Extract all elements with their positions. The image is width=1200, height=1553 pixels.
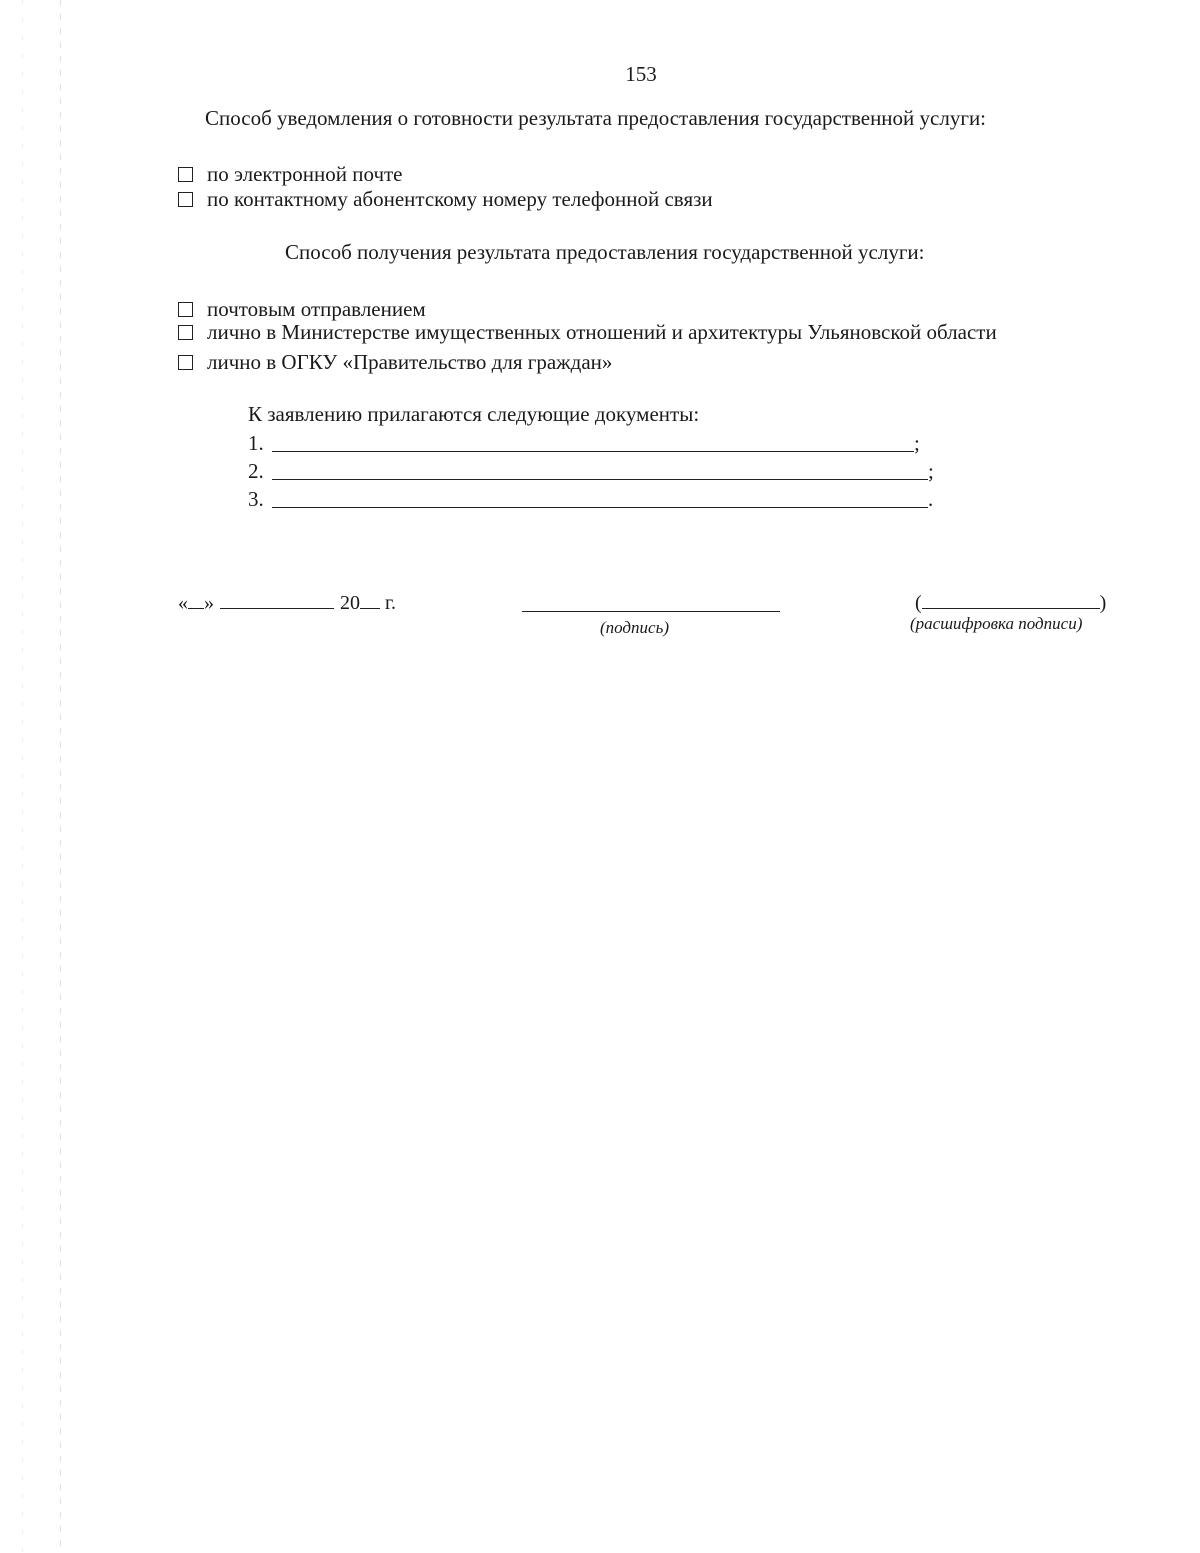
signature-caption: (подпись) [600, 618, 669, 637]
day-blank[interactable] [188, 592, 204, 609]
year-suffix: г. [385, 592, 396, 614]
option-ministry-label: лично в Министерстве имущественных отношений и архитектуры Ульяновской области [207, 320, 997, 344]
notification-method-title: Способ уведомления о готовности результата предоставления государственной услуги: [205, 106, 987, 130]
year-blank[interactable] [360, 592, 380, 609]
attachments-heading: К заявлению прилагаются следующие документы: [248, 402, 700, 426]
attachment-line [248, 487, 933, 512]
option-ogku[interactable] [178, 350, 612, 375]
signature-decode-caption: (расшифровка подписи) [910, 614, 1083, 633]
signature-line[interactable] [522, 611, 780, 612]
option-email[interactable] [178, 162, 403, 187]
option-email-label: по электронной почте [207, 162, 403, 186]
year-prefix: 20 [340, 592, 360, 614]
date-field [178, 592, 396, 615]
decode-paren-open: ( [915, 592, 922, 614]
option-phone-label: по контактному абонентскому номеру телефонной связи [207, 187, 713, 211]
receipt-method-title: Способ получения результата предоставления государственной услуги: [285, 240, 925, 264]
scan-edge-outer [22, 0, 23, 1553]
attachment-end-mark: ; [928, 459, 934, 483]
checkbox-phone[interactable] [178, 192, 193, 207]
decode-blank[interactable] [922, 592, 1100, 609]
date-quote-open: « [178, 592, 188, 614]
attachment-blank-field[interactable] [272, 489, 928, 508]
date-quote-close: » [204, 592, 214, 614]
attachment-blank-field[interactable] [272, 433, 914, 452]
option-post-label: почтовым отправлением [207, 297, 426, 321]
checkbox-ministry[interactable] [178, 325, 193, 340]
attachment-number: 2. [248, 459, 264, 483]
option-ogku-label: лично в ОГКУ «Правительство для граждан» [207, 350, 613, 374]
attachment-end-mark: ; [914, 431, 920, 455]
checkbox-ogku[interactable] [178, 355, 193, 370]
decode-paren-close: ) [1099, 592, 1107, 614]
signature-decode-field [915, 592, 1106, 615]
attachment-line [248, 459, 934, 484]
scan-edge [60, 0, 61, 1553]
option-post[interactable] [178, 297, 426, 322]
attachment-blank-field[interactable] [272, 461, 928, 480]
checkbox-post[interactable] [178, 302, 193, 317]
month-blank[interactable] [220, 592, 334, 609]
attachment-number: 3. [248, 487, 264, 511]
option-phone[interactable] [178, 187, 713, 212]
attachment-number: 1. [248, 431, 264, 455]
page-number: 153 [625, 62, 657, 86]
attachment-line [248, 431, 920, 456]
option-ministry[interactable] [178, 320, 997, 345]
checkbox-email[interactable] [178, 167, 193, 182]
attachment-end-mark: . [928, 487, 934, 511]
